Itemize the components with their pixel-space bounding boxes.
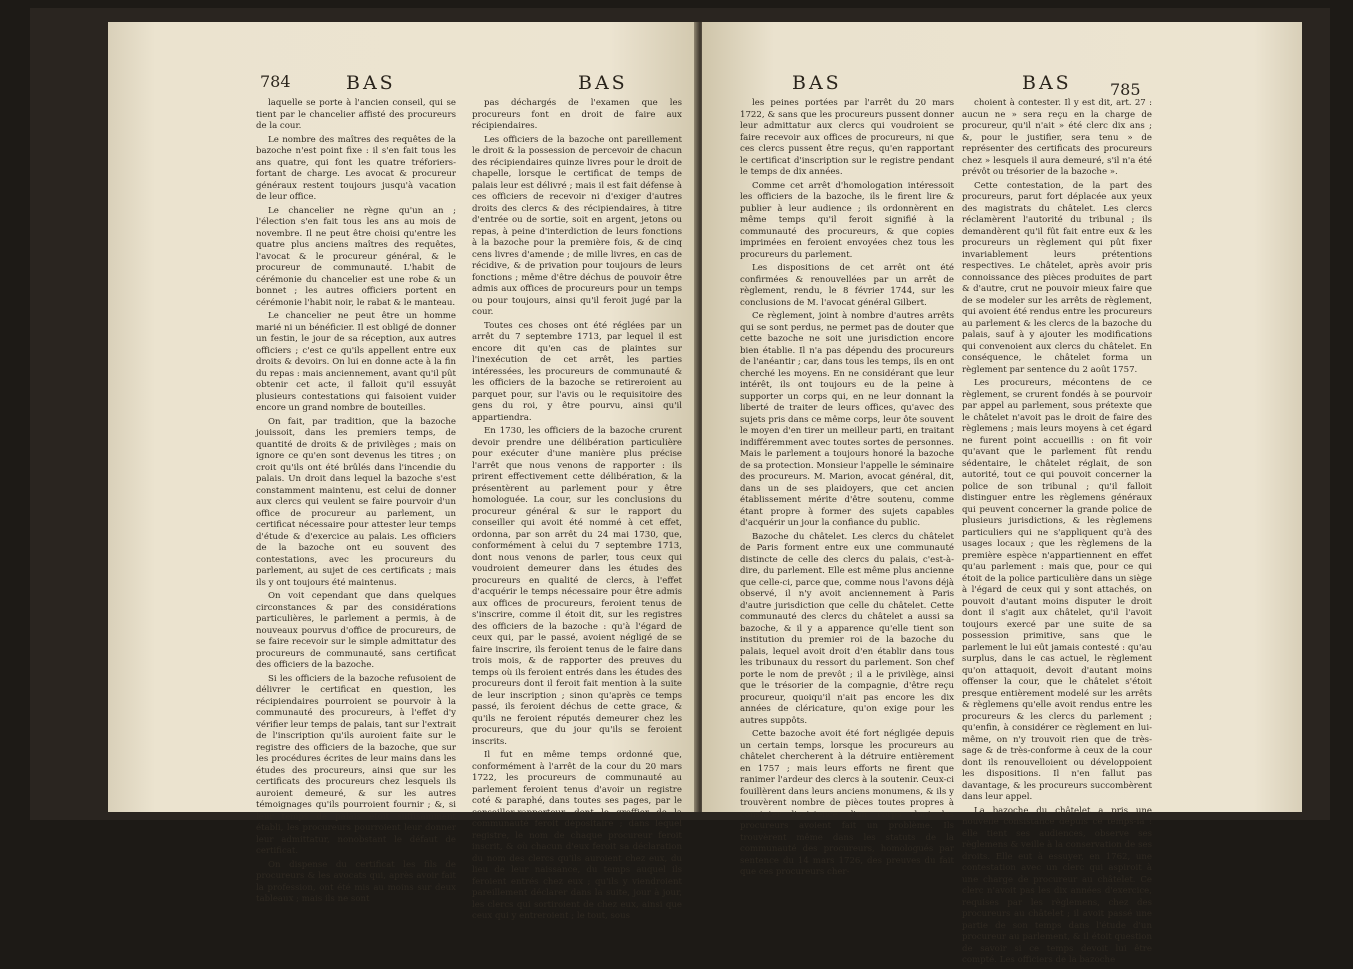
paragraph: choient à contester. Il y est dit, art. 27 : aucun ne » sera reçu en la charge de procureur, qu'il n'ait » été clerc dix ans ; &, pour le justifier, sera tenu » de représenter des certificats des procureurs chez » lesquels il aura demeuré, s'il n'a été prévôt ou trésorier de la bazoche ». — [962, 98, 1152, 177]
paragraph: On fait, par tradition, que la bazoche jouissoit, dans les premiers temps, de quantité de droits & de privilèges ; mais on ignore ce qu'en sont devenus les titres ; on croit qu'ils ont été brûlés dans l'incendie du palais. Un droit dans lequel la bazoche s'est constamment maintenu, est celui de donner aux clercs qui veulent se faire pourvoir d'un office de procureur au parlement, un certificat nécessaire pour attester leur temps d'étude & d'exercice au palais. Les officiers de la bazoche ont eu souvent des contestations, avec les procureurs du parlement, au sujet de ces certificats ; mais ils y ont toujours été maintenus. — [256, 416, 456, 588]
paragraph: laquelle se porte à l'ancien conseil, qui se tient par le chancelier affisté des procureurs de la cour. — [256, 98, 456, 131]
paragraph: Cette contestation, de la part des procureurs, parut fort déplacée aux yeux des magistrats du châtelet. Les clercs réclamèrent l'autorité du tribunal ; ils demandèrent qu'il fût fait entre eux & les procureurs un règlement qui pût fixer invariablement leurs prétentions respectives. Le châtelet, après avoir pris connoissance des pièces produites de part & d'autre, crut ne pouvoir mieux faire que de se modeler sur les arrêts de règlement, qui avoient été rendus entre les procureurs au parlement & les clercs de la bazoche du palais, sauf à y ajouter les modifications qui convenoient aux clercs du châtelet. En conséquence, le châtelet forma un règlement par sentence du 2 août 1757. — [962, 180, 1152, 375]
paragraph: On dispense du certificat les fils de procureurs & les avocats qui, après avoir fait la profession, ont été mis au moins sur deux tableaux ; mais ils ne sont — [256, 859, 456, 904]
paragraph: pas déchargés de l'examen que les procureurs font en droit de faire aux récipiendaires. — [472, 98, 682, 131]
paragraph: les peines portées par l'arrêt du 20 mars 1722, & sans que les procureurs pussent donner leur admittatur aux clercs qui voudroient se faire recevoir aux offices de procureurs, ni que ces clercs pussent être reçus, qu'en rapportant le certificat d'inscription sur le registre pendant le temps de dix années. — [740, 98, 954, 177]
left-page — [108, 22, 698, 921]
text-column-1 — [256, 98, 456, 908]
page-number: 784 — [260, 72, 291, 91]
right-page — [702, 22, 1302, 965]
paragraph: Le chancelier ne peut être un homme marié ni un bénéficier. Il est obligé de donner un festin, le jour de sa réception, aux autres officiers ; c'est ce qu'ils appellent entre eux droits & devoirs. On lui en donne acte à la fin du repas : mais anciennement, avant qu'il pût obtenir cet acte, il falloit qu'il essuyât plusieurs contestations qui faisoient vuider encore un grand nombre de bouteilles. — [256, 311, 456, 413]
page-number: 785 — [1110, 80, 1141, 99]
book-spread — [30, 8, 1330, 965]
paragraph: En 1730, les officiers de la bazoche crurent devoir prendre une délibération particulière pour exécuter d'une manière plus précise l'arrêt que nous venons de rapporter : ils prirent effectivement cette délibération, & la présentèrent au parlement pour y être homologuée. La cour, sur les conclusions du procureur général & sur le rapport du conseiller qui avoit été nommé à cet effet, ordonna, par son arrêt du 24 mai 1730, que, conformément à celui du 7 septembre 1713, dont nous venons de parler, tous ceux qui voudroient demeurer dans les études des procureurs en qualité de clercs, à l'effet d'acquérir le temps nécessaire pour être admis aux offices de procureurs, feroient tenus de s'inscrire, comme il étoit dit, sur les registres des officiers de la bazoche : qu'à l'égard de ceux qui, par le passé, avoient négligé de se faire inscrire, ils feroient tenus de le faire dans trois mois, & de rapporter des preuves du temps où ils feroient entrés dans les études des procureurs dont il feroit fait mention à la suite de leur inscription ; sinon qu'après ce temps passé, ils feroient déchus de cette grace, & qu'ils ne feroient réputés demeurer chez les procureurs, que du jour qu'ils se feroient inscrits. — [472, 426, 682, 747]
running-header: BAS — [1022, 72, 1072, 94]
paragraph: Toutes ces choses ont été réglées par un arrêt du 7 septembre 1713, par lequel il est encore dit qu'en cas de plaintes sur l'inexécution de cet arrêt, les parties intéressées, les procureurs de communauté & les officiers de la bazoche se retireroient au parquet pour, sur l'avis ou le requisitoire des gens du roi, y être pourvu, ainsi qu'il appartiendra. — [472, 320, 682, 423]
paragraph: Le chancelier ne règne qu'un an ; l'élection s'en fait tous les ans au mois de novembre. Il ne peut être choisi qu'entre les quatre plus anciens maîtres des requêtes, l'avocat & le procureur général, & le procureur de communauté. L'habit de cérémonie du chancelier est une robe & un bonnet ; les autres officiers portent en cérémonie l'habit noir, le rabat & le manteau. — [256, 205, 456, 308]
paragraph: Ce règlement, joint à nombre d'autres arrêts qui se sont perdus, ne permet pas de douter que cette bazoche ne soit une jurisdiction encore bien établie. Il n'a pas dépendu des procureurs de l'anéantir ; car, dans tous les temps, ils en ont cherché les moyens. En ne considérant que leur intérêt, ils ont toujours eu de la peine à supporter un corps qui, en ne leur donnant la liberté de traiter de leurs offices, qu'avec des sujets pris dans ce même corps, leur ôte souvent le moyen d'en tirer un meilleur parti, en traitant indifféremment avec toutes sortes de personnes. Mais le parlement a toujours honoré la bazoche de sa protection. Monsieur l'appelle le séminaire des procureurs. M. Marion, avocat général, dit, dans un de ses plaidoyers, que cet ancien établissement mérite d'être soutenu, comme étant propre à former des sujets capables d'acquérir un jour la confiance du public. — [740, 311, 954, 528]
paragraph: Comme cet arrêt d'homologation intéressoit les officiers de la bazoche, ils le firent lire & publier à leur audience ; ils ordonnèrent en même temps qu'il feroit signifié à la communauté des procureurs, & que copies imprimées en feroient envoyées chez tous les procureurs du parlement. — [740, 180, 954, 260]
paragraph: Les dispositions de cet arrêt ont été confirmées & renouvellées par un arrêt de règlement, rendu, le 8 février 1744, sur les conclusions de M. l'avocat général Gilbert. — [740, 263, 954, 308]
paragraph: Les procureurs, mécontens de ce règlement, se crurent fondés à se pourvoir par appel au parlement, sous prétexte que le châtelet n'avoit pas le droit de faire des règlemens ; mais leurs moyens à cet égard ne furent point accueillis : on fit voir qu'avant que le parlement fût rendu sédentaire, le châtelet réglait, de son autorité, tout ce qui pouvoit concerner la police de son tribunal ; qu'il falloit distinguer entre les règlemens généraux qui peuvent concerner la grande police de plusieurs jurisdictions, & les règlemens particuliers qui ne s'appliquent qu'à des usages locaux ; que les règlemens de la première espèce n'appartiennent en effet qu'au parlement : mais que, pour ce qui étoit de la police particulière dans un siège à l'égard de ceux qui y sont attachés, on pouvoit d'autant moins disputer le droit dont il s'agit aux châtelet, qu'il l'avoit toujours exercé par une suite de sa possession primitive, sans que le parlement le lui eût jamais contesté : qu'au surplus, dans le cas actuel, le règlement qu'on attaquoit, devoit d'autant moins offenser la cour, que le châtelet s'étoit presque entièrement modelé sur les arrêts & règlemens qu'elle avoit rendus entre les procureurs & les clercs du parlement ; qu'enfin, à considérer ce règlement en lui-même, on n'y trouvoit rien que de très-sage & de très-conforme à ceux de la cour dont ils renouvelloient ou développoient les dispositions. Il n'en fallut pas davantage, & les procureurs succombèrent dans leur appel. — [962, 378, 1152, 802]
paragraph: Il fut en même temps ordonné que, conformément à l'arrêt de la cour du 20 mars 1722, les procureurs de communauté au parlement feroient tenus d'avoir un registre coté & paraphé, dans toutes ses pages, par le conseiller-rapporteur, dont le greffier de la communauté feroit dépositaire ; dans lequel registre, le nom de chaque procureur feroit inscrit, & où chacun d'eux feroit sa déclaration du nom des clercs qu'ils auroient chez eux, du lieu de leur naissance, du temps auquel ils feroient entrés chez eux ; qu'ils y viendroient pareillement déclarer dans la suite, jour à jour, les clercs qui sortiroient de chez eux, ainsi que ceux qui y entreroient ; le tout, sous — [472, 750, 682, 921]
paragraph: Le nombre des maîtres des requêtes de la bazoche n'est point fixe : il s'en fait tous les ans quatre, qui font les quatre tréforiers-fortant de charge. Les avocat & procureur généraux restent toujours jusqu'à vacation de leur office. — [256, 134, 456, 202]
text-column-2 — [472, 98, 682, 925]
paragraph: On voit cependant que dans quelques circonstances & par des considérations particulières, le parlement a permis, à de nouveaux pourvus d'office de procureurs, de se faire recevoir sur le simple admittatur des procureurs de communauté, sans certificat des officiers de la bazoche. — [256, 591, 456, 670]
running-header: BAS — [346, 72, 396, 94]
running-header: BAS — [578, 72, 628, 94]
running-header: BAS — [792, 72, 842, 94]
paragraph: La bazoche du châtelet a pris une nouvelle consistance depuis ce temps-là : elle tient ses audiences, observe ses règlemens & veille à la conservation de ses droits. Elle eut à essuyer, en 1762, une contestation avec un clerc qui aspiroit à une charge de procureur au châtelet. Ce clerc n'avoit pas les dix années d'exercice, requises par les règlemens, chez des procureurs au châtelet ; il avoit passé une partie de son temps dans l'étude d'un procureur au parlement, & il étoit question de savoir si ce temps devoit lui être compté. Les officiers de la bazoche — [962, 805, 1152, 965]
text-column-2 — [962, 98, 1152, 969]
paragraph: Les officiers de la bazoche ont pareillement le droit & la possession de percevoir de chacun des récipiendaires quinze livres pour le droit de chapelle, lorsque le certificat de temps de palais leur est délivré ; mais il est fait défense à ces officiers de recevoir ni d'exiger d'autres droits des clercs & des récipiendaires, à titre d'entrée ou de sortie, soit en argent, jetons ou repas, à peine d'interdiction de leurs fonctions à la bazoche pour la première fois, & de cinq cens livres d'amende ; de mille livres, en cas de récidive, & de privation pour toujours de leurs fonctions ; même d'être déchus de pouvoir être admis aux offices de procureurs pour un temps ou pour toujours, ainsi qu'il feroit jugé par la cour. — [472, 134, 682, 317]
text-column-1 — [740, 98, 954, 881]
paragraph: Cette bazoche avoit été fort négligée depuis un certain temps, lorsque les procureurs au châtelet chercherent à la détruire entièrement en 1757 ; mais leurs efforts ne firent que ranimer l'ardeur des clercs à la soutenir. Ceux-ci fouillèrent dans leurs anciens monumens, & ils y trouvèrent nombre de pièces toutes propres à constater l'existence d'un corps dont les procureurs avoient fait un problème. Ils trouvèrent même dans les statuts de la communauté des procureurs, homologués par sentence du 14 mars 1726, des preuves du fait que ces procureurs cher- — [740, 729, 954, 877]
paragraph: Bazoche du châtelet. Les clercs du châtelet de Paris forment entre eux une communauté distincte de celle des clercs du palais, c'est-à-dire, du parlement. Elle est même plus ancienne que celle-ci, parce que, comme nous l'avons déjà observé, il n'y avoit anciennement à Paris d'autre jurisdiction que celle du châtelet. Cette communauté des clercs du châtelet a aussi sa bazoche, & il y a apparence qu'elle tient son institution du premier roi de la bazoche du palais, lequel avoit droit d'en établir dans tous les tribunaux du ressort du parlement. Son chef porte le nom de prevôt ; il a le privilège, ainsi que le trésorier de la compagnie, d'être reçu procureur, quoiqu'il n'ait pas encore les dix années de cléricature, qu'on exige pour les autres suppôts. — [740, 531, 954, 726]
paragraph: Si les officiers de la bazoche refusoient de délivrer le certificat en question, les récipiendaires pourroient se pourvoir à la communauté des procureurs, à l'effet d'y vérifier leur temps de palais, tant sur l'extrait de l'inscription qu'ils auroient faite sur le registre des officiers de la bazoche, que sur les procédures écrites de leur mains dans les études des procureurs, ainsi que sur les certificats des procureurs chez lesquels ils auroient demeuré, & sur les autres témoignages qu'ils pourroient fournir ; &, si leur temps de palais étoit suffisamment établi, les procureurs pourroient leur donner leur admittatur, nonobstant le défaut de certificat. — [256, 673, 456, 856]
